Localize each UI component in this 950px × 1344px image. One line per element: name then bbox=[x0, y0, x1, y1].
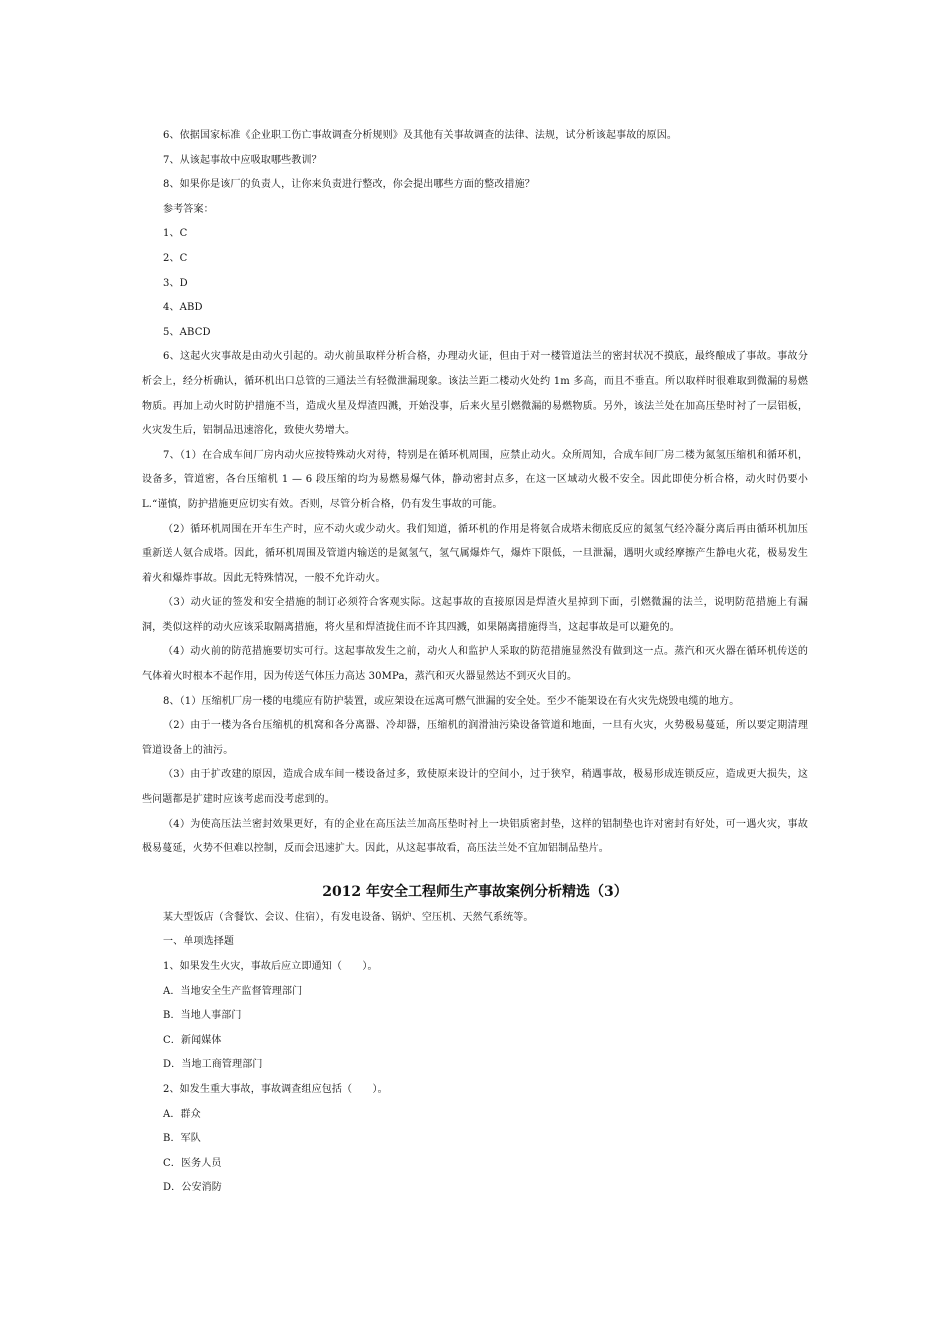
answer-8-part-4: （4）为使高压法兰密封效果更好，有的企业在高压法兰加高压垫时衬上一块铝质密封垫，这样的铝制垫也许对密封有好处，可一遇火灾，事故极易蔓延，火势不但难以控制，反而会迅速扩大。因此，从这起事故看，高压法兰处不宜加铝制品垫片。 bbox=[142, 818, 808, 855]
choice-question-2: 2、如发生重大事故，事故调查组应包括（ ）。 bbox=[163, 1083, 388, 1095]
answer-6-paragraph: 6、这起火灾事故是由动火引起的。动火前虽取样分析合格，办理动火证，但由于对一楼管道法兰的密封状况不摸底，最终酿成了事故。事故分析会上，经分析确认，循环机出口总管的三通法兰有轻微泄漏现象。该法兰距二楼动火处约 1m 多高，而且不垂直。所以取样时很难取到微漏的易燃物质。再加上动火时防护措施不当，造成火星及焊渣四溅，开始没事，后来火星引燃微漏的易燃物质。另外，该法兰处在加高压垫时衬了一层铝板，火灾发生后，铝制品迅速溶化，致使火势增大。 bbox=[142, 351, 808, 437]
q1-option-b: B．当地人事部门 bbox=[163, 1010, 242, 1022]
answer-5: 5、ABCD bbox=[163, 326, 211, 338]
answer-7-part-4: （4）动火前的防范措施要切实可行。这起事故发生之前，动火人和监护人采取的防范措施显然没有做到这一点。蒸汽和灭火器在循环机传送的气体着火时根本不起作用，因为传送气体压力高达 30MPa，蒸汽和灭火器显然达不到灭火目的。 bbox=[142, 646, 808, 683]
answer-7-part-2: （2）循环机周围在开车生产时，应不动火或少动火。我们知道，循环机的作用是将氨合成塔未彻底反应的氮氢气经冷凝分离后再由循环机加压重新送人氨合成塔。因此，循环机周围及管道内输送的是氮氢气，氢气属爆炸气，爆炸下限低，一旦泄漏，遇明火或经摩擦产生静电火花，极易发生着火和爆炸事故。因此无特殊情况，一般不允许动火。 bbox=[142, 523, 808, 584]
question-7: 7、从该起事故中应吸取哪些教训？ bbox=[163, 154, 322, 166]
answer-8-part-3: （3）由于扩改建的原因，造成合成车间一楼设备过多，致使原来设计的空间小，过于狭窄，稍遇事故，极易形成连锁反应，造成更大损失，这些问题都是扩建时应该考虑而没考虑到的。 bbox=[142, 769, 808, 806]
answer-1: 1、C bbox=[163, 228, 188, 240]
section-title: 2012 年安全工程师生产事故案例分析精选（3） bbox=[322, 883, 628, 900]
answer-8-part-2: （2）由于一楼为各台压缩机的机窝和各分离器、冷却器，压缩机的润滑油污染设备管道和地面，一旦有火灾，火势极易蔓延，所以要定期清理管道设备上的油污。 bbox=[142, 720, 808, 756]
answer-2: 2、C bbox=[163, 252, 188, 264]
q2-option-d: D．公安消防 bbox=[163, 1182, 222, 1194]
answer-4: 4、ABD bbox=[163, 302, 203, 314]
document-body bbox=[142, 124, 808, 1201]
answer-3: 3、D bbox=[163, 277, 188, 289]
q1-option-a: A．当地安全生产监督管理部门 bbox=[163, 985, 303, 997]
q1-option-d: D．当地工商管理部门 bbox=[163, 1059, 263, 1071]
case-intro: 某大型饭店（含餐饮、会议、住宿），有发电设备、锅炉、空压机、天然气系统等。 bbox=[163, 911, 534, 923]
answer-7-part-1: 7、（1）在合成车间厂房内动火应按特殊动火对待，特别是在循环机周围，应禁止动火。众所周知，合成车间厂房二楼为氮氢压缩机和循环机，设备多，管道密，各台压缩机 1 — 6 段压缩的均为易燃易爆气体，静动密封点多，在这一区域动火极不安全。因此即使分析合格，动火时仍要小 L.“谨慎，防护措施更应切实有效。否则，尽管分析合格，仍有发生事故的可能。 bbox=[142, 449, 808, 510]
q2-option-a: A．群众 bbox=[163, 1108, 201, 1120]
answers-heading: 参考答案： bbox=[163, 203, 214, 215]
q2-option-b: B．军队 bbox=[163, 1133, 201, 1145]
answer-8-part-1: 8、（1）压缩机厂房一楼的电缆应有防护装置，或应架设在远离可燃气泄漏的安全处。至少不能架设在有火灾先烧毁电缆的地方。 bbox=[163, 695, 740, 707]
answer-7-part-3: （3）动火证的签发和安全措施的制订必须符合客观实际。这起事故的直接原因是焊渣火星掉到下面，引燃微漏的法兰，说明防范措施上有漏洞，类似这样的动火应该采取隔离措施，将火星和焊渣拢住而不许其四溅，如果隔离措施得当，这起事故是可以避免的。 bbox=[142, 597, 808, 633]
q2-option-c: C．医务人员 bbox=[163, 1157, 222, 1169]
part-heading: 一、单项选择题 bbox=[163, 936, 235, 948]
question-8: 8、如果你是该厂的负责人，让你来负责进行整改，你会提出哪些方面的整改措施？ bbox=[163, 179, 535, 191]
question-6: 6、依据国家标准《企业职工伤亡事故调查分析规则》及其他有关事故调查的法律、法规，试分析该起事故的原因。 bbox=[163, 130, 678, 141]
q1-option-c: C．新闻媒体 bbox=[163, 1034, 222, 1046]
choice-question-1: 1、如果发生火灾，事故后应立即通知（ ）。 bbox=[163, 961, 378, 972]
